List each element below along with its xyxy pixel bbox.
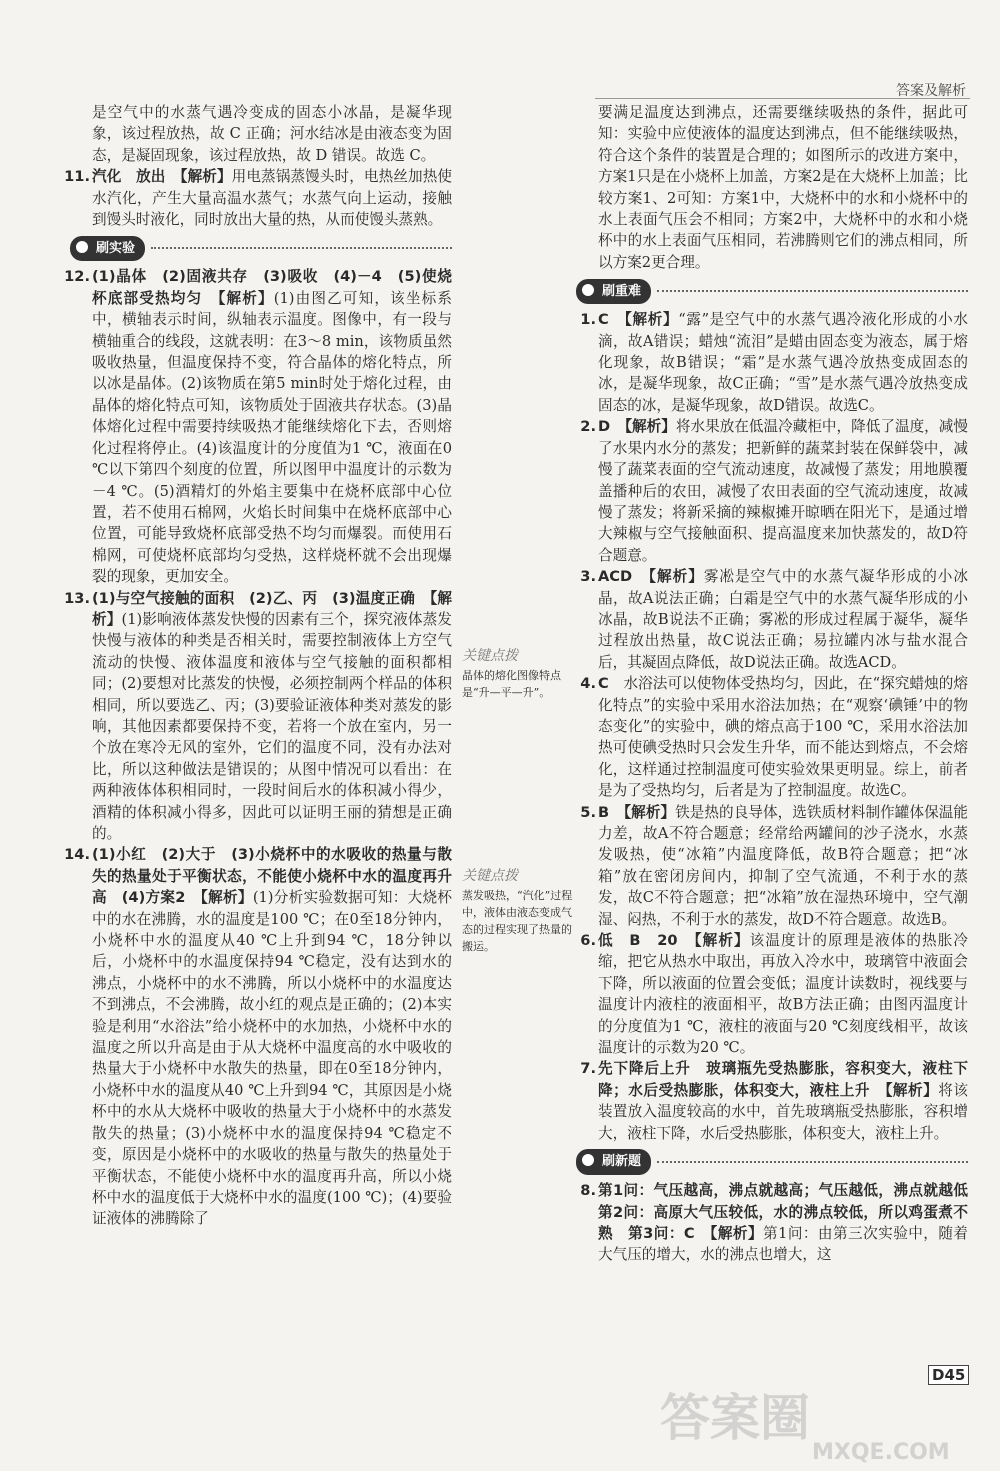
answer-text: 第1问：气压越高，沸点就越高；气压越低，沸点就越低 第2问：高原大气压较低，水的沸点较低，所以鸡蛋煮不熟 第3问：C (598, 1182, 983, 1242)
answer-text: 汽化 放出 (92, 168, 166, 186)
analysis-text: 水浴法可以使物体受热均匀，因此，在“探究蜡烛的熔化特点”的实验中采用水浴法加热；在“观察‘碘锤’中的物态变化”的实验中，碘的熔点高于100 ℃，采用水浴法加热可使碘受热时只会发生升华，而不能达到熔点，不会熔化，这样通过控制温度可使实验效果更明显。综上，前者是为了受热均匀，后者是为了控制温度。故选C。 (598, 675, 968, 800)
analysis-tag: 【解析】 (200, 889, 253, 907)
section-dots (657, 290, 968, 292)
sidebar-note-text: 晶体的熔化图像特点是“升—平—升”。 (462, 669, 561, 699)
analysis-tag: 【解析】 (710, 1224, 764, 1242)
question-number: 7. (580, 1060, 596, 1078)
sidebar-note-title: 关键点拨 (462, 648, 518, 664)
analysis-text: (1)由图乙可知，该坐标系中，横轴表示时间，纵轴表示温度。图像中，有一段与横轴重合的线段，这就表明：在3～8 min，该物质虽然吸收热量，但温度保持不变，符合晶体的熔化特点，所以冰是晶体。(2)该物质在第5 min时处于熔化过程，由晶体的熔化特点可知，该物质处于固液共存状态。(3)晶体熔化过程中需要持续吸热才能继续熔化下去，否则熔化过程将停止。(4)该温度计的分度值为1 ℃，液面在0 ℃以下第四个刻度的位置，所以图甲中温度计的示数为－4 ℃。(5)酒精灯的外焰主要集中在烧杯底部中心位置，若不使用石棉网，火焰长时间集中在烧杯底部中心位置，可能导致烧杯底部受热不均匀而爆裂。而使用石棉网，可使烧杯底部均匀受热，这样烧杯就不会出现爆裂的现象，更加安全。 (92, 289, 452, 586)
question-number: 13. (64, 589, 90, 607)
analysis-tag: 【解析】 (624, 418, 676, 436)
answer-text: ACD (598, 568, 633, 586)
question-body (598, 102, 968, 273)
analysis-tag: 【解析】 (92, 589, 453, 628)
question-body (598, 1180, 983, 1266)
watermark-url: MXQE.COM (812, 1440, 950, 1465)
question-number: 1. (580, 311, 596, 329)
header-divider (595, 98, 970, 99)
question-number: 5. (580, 803, 596, 821)
sidebar-note-1 (462, 648, 574, 701)
section-header (70, 236, 452, 260)
sidebar-note-title: 关键点拨 (462, 868, 518, 884)
analysis-tag: 【解析】 (180, 168, 232, 186)
analysis-tag: 【解析】 (624, 311, 679, 329)
answer-text: 先下降后上升 玻璃瓶先受热膨胀，容积变大，液柱下降；水后受热膨胀，体积变大，液柱上升 (598, 1060, 968, 1099)
analysis-text: (1)影响液体蒸发快慢的因素有三个，探究液体蒸发快慢与液体的种类是否相关时，需要控制液体上方空气流动的快慢、液体温度和液体与空气接触的面积都相同；(2)要想对比蒸发的快慢，必须控制两个样品的体积相同，所以要选乙、丙；(3)要验证液体种类对蒸发的影响，其他因素都要保持不变，若将一个放在室内，另一个放在寒冷无风的室外，它们的温度不同，没有办法对比，所以这种做法是错误的；从图中情况可以看出：在两种液体体积相同时，一段时间后水的体积减小得少，酒精的体积减小得多，因此可以证明王丽的猜想是正确的。 (92, 610, 452, 842)
question-item (580, 802, 968, 930)
answer-text: B (598, 803, 610, 821)
question-number: 8. (580, 1182, 596, 1200)
watermark-logo: 答案圈 (660, 1389, 810, 1447)
analysis-text: (1)分析实验数据可知：大烧杯中的水在沸腾，水的温度是100 ℃；在0至18分钟内，小烧杯中水的温度从40 ℃上升到94 ℃，18分钟以后，小烧杯中的水温度保持94 ℃稳定，没有达到水的沸点，小烧杯中的水不沸腾，所以小烧杯中的水温度达不到沸点，不会沸腾，故小红的观点是正确的；(2)本实验是利用“水浴法”给小烧杯中的水加热，小烧杯中水的温度之所以升高是由于从大烧杯中温度高的水中吸收的热量大于小烧杯中水散失的热量，即在0至18分钟内，小烧杯中水的温度从40 ℃上升到94 ℃，其原因是小烧杯中的水从大烧杯中吸收的热量大于小烧杯中的水蒸发散失的热量；(3)小烧杯中水的温度保持94 ℃稳定不变，原因是小烧杯中的水吸收的热量与散失的热量处于平衡状态，不能使小烧杯中水的温度再升高，所以小烧杯中水的温度低于大烧杯中水的温度(100 ℃)；(4)要验证液体的沸腾除了 (92, 889, 452, 1228)
question-number: 2. (580, 418, 596, 436)
question-body (92, 844, 452, 1229)
question-number: 12. (64, 268, 90, 286)
right-column (580, 102, 983, 1266)
section-dots (657, 1161, 968, 1163)
section-header (576, 1150, 968, 1174)
sidebar-note-text: 蒸发吸热，“汽化”过程中，液体由液态变成气态的过程实现了热量的搬运。 (462, 889, 573, 953)
section-badge: 刷重难 (576, 279, 651, 304)
question-item (64, 844, 452, 1229)
question-item (580, 1180, 983, 1266)
analysis-tag: 【解析】 (218, 289, 274, 307)
question-body (598, 416, 968, 566)
section-badge: 刷实验 (70, 236, 145, 261)
section-header (576, 279, 968, 303)
answer-text: (1)与空气接触的面积 (2)乙、丙 (3)温度正确 (92, 589, 416, 607)
question-number: 4. (580, 675, 596, 693)
question-item (92, 102, 452, 166)
answer-text: (1)晶体 (2)固液共存 (3)吸收 (4)－4 (5)使烧杯底部受热均匀 (92, 268, 452, 307)
question-item (580, 1058, 968, 1144)
question-item (598, 102, 968, 273)
analysis-tag: 【解析】 (648, 568, 704, 586)
analysis-text: 第1问：由第三次实验中，随着大气压的增大，水的沸点也增大，这 (598, 1224, 968, 1264)
question-item (580, 930, 968, 1058)
header-title: 答案及解析 (896, 83, 966, 99)
question-number: 6. (580, 932, 596, 950)
question-body (598, 673, 968, 801)
page-number: D45 (928, 1365, 969, 1385)
question-body (598, 1058, 968, 1144)
question-number: 3. (580, 568, 596, 586)
section-dots (151, 247, 452, 249)
question-body (92, 166, 452, 230)
question-number: 14. (64, 846, 90, 864)
question-item (580, 566, 968, 673)
analysis-tag: 【解析】 (694, 932, 750, 950)
analysis-tag: 【解析】 (623, 803, 676, 821)
question-body (92, 102, 452, 166)
section-badge: 刷新题 (576, 1149, 651, 1174)
analysis-text: 雾凇是空气中的水蒸气凝华形成的小冰晶，故A说法正确；白霜是空气中的水蒸气凝华形成的小冰晶，故B说法不正确；雾凇的形成过程属于凝华，凝华过程放出热量，故C说法正确；易拉罐内冰与盐水混合后，其凝固点降低，故D说法正确。故选ACD。 (598, 568, 968, 671)
analysis-text: 铁是热的良导体，选铁质材料制作罐体保温能力差，故A不符合题意；经常给两罐间的沙子浇水，水蒸发吸热，使“冰箱”内温度降低，故B符合题意；把“冰箱”放在密闭房间内，抑制了空气流通，不利于水的蒸发，故C不符合题意；把“冰箱”放在湿热环境中，空气潮湿、闷热，不利于水的蒸发，故D不符合题意。故选B。 (598, 803, 968, 928)
analysis-text: 将水果放在低温冷藏柜中，降低了温度，减慢了水果内水分的蒸发；把新鲜的蔬菜封装在保鲜袋中，减慢了蔬菜表面的空气流动速度，故减慢了蒸发；用地膜覆盖播种后的农田，减慢了农田表面的空气流动速度，故减慢了蒸发；将新采摘的辣椒摊开晾晒在阳光下，是通过增大辣椒与空气接触面积、提高温度来加快蒸发的，故D符合题意。 (598, 418, 968, 564)
analysis-text: 要满足温度达到沸点，还需要继续吸热的条件，据此可知：实验中应使液体的温度达到沸点，但不能继续吸热，符合这个条件的装置是合理的；如图所示的改进方案中，方案1只是在小烧杯上加盖，方案2是在大烧杯上加盖；比较方案1、2可知：方案1中，大烧杯中的水和小烧杯中的水上表面气压会不相同；方案2中，大烧杯中的水和小烧杯中的水上表面气压相同，若沸腾则它们的沸点相同，所以方案2更合理。 (598, 104, 968, 271)
question-item (64, 266, 452, 587)
question-item (580, 416, 968, 566)
question-item (64, 166, 452, 230)
question-body (92, 266, 452, 587)
question-number: 11. (64, 168, 90, 186)
answer-text: D (598, 418, 611, 436)
analysis-text: 用电蒸锅蒸馒头时，电热丝加热使水汽化，产生大量高温水蒸气；水蒸气向上运动，接触到馒头时液化，同时放出大量的热，从而使馒头蒸熟。 (92, 168, 452, 229)
question-body (598, 802, 968, 930)
answer-text: C (598, 311, 609, 329)
answer-text: (1)小红 (2)大于 (3)小烧杯中的水吸收的热量与散失的热量处于平衡状态，不能使小烧杯中水的温度再升高 (4)方案2 (92, 846, 452, 907)
analysis-text: “露”是空气中的水蒸气遇冷液化形成的小水滴，故A错误；蜡烛“流泪”是蜡由固态变为液态，属于熔化现象，故B错误；“霜”是水蒸气遇冷放热变成固态的冰，是凝华现象，故C正确；“雪”是水蒸气遇冷放热变成固态的冰，是凝华现象，故D错误。故选C。 (598, 311, 968, 414)
question-item (580, 673, 968, 801)
question-body (598, 566, 968, 673)
left-column (64, 102, 453, 1230)
answer-text: C (598, 675, 609, 693)
question-body (598, 309, 968, 416)
question-item (580, 309, 968, 416)
analysis-text: 是空气中的水蒸气遇冷变成的固态小冰晶，是凝华现象，该过程放热，故 C 正确；河水结冰是由液态变为固态，是凝固现象，该过程放热，故 D 错误。故选 C。 (92, 104, 452, 164)
question-body (598, 930, 968, 1058)
answer-text: 低 B 20 (598, 932, 678, 950)
analysis-text: 该温度计的原理是液体的热胀冷缩，把它从热水中取出，再放入冷水中，玻璃管中液面会下降，所以液面的位置会变低；温度计读数时，视线要与温度计内液柱的液面相平，故B方法正确；由图丙温度计的分度值为1 ℃，液柱的液面与20 ℃刻度线相平，故该温度计的示数为20 ℃。 (598, 932, 968, 1057)
question-body (92, 588, 452, 845)
question-item (64, 588, 453, 845)
sidebar-note-2 (462, 868, 574, 955)
analysis-tag: 【解析】 (885, 1081, 939, 1099)
analysis-text: 将该装置放入温度较高的水中，首先玻璃瓶受热膨胀，容积增大，液柱下降，水后受热膨胀，体积变大，液柱上升。 (598, 1081, 968, 1142)
